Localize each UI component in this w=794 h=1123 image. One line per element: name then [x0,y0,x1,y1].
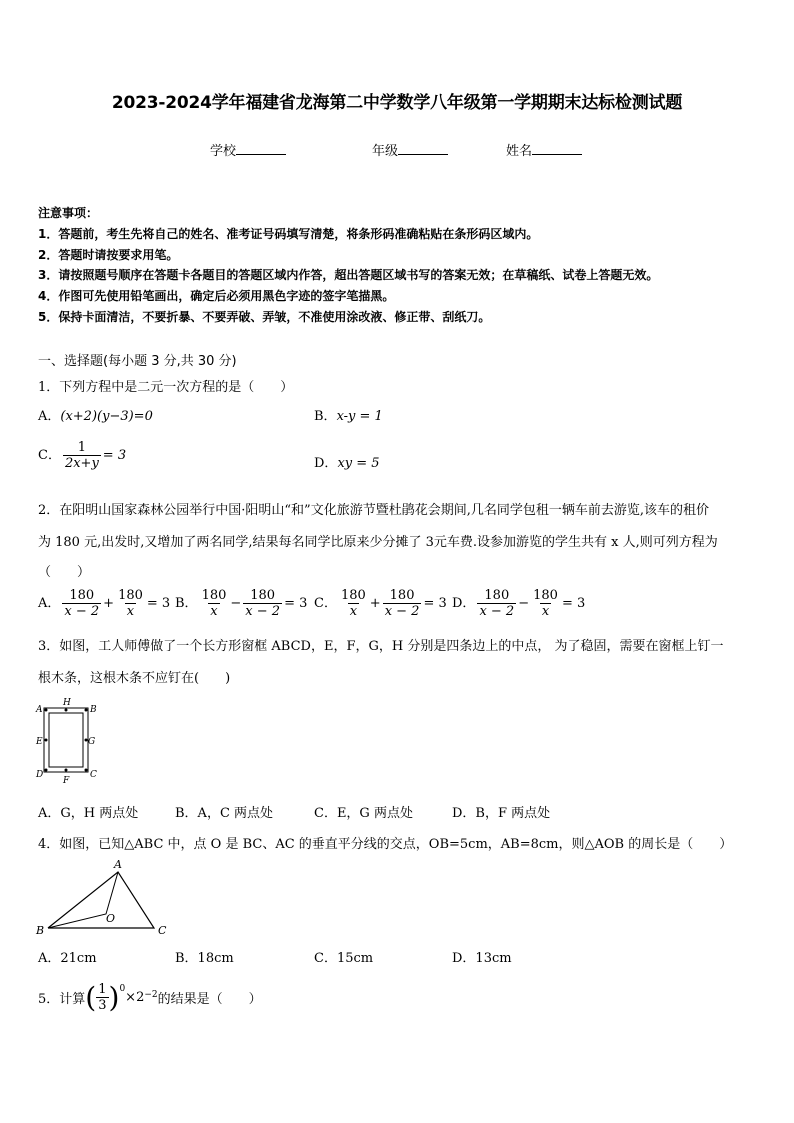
label-A: A [114,858,122,871]
label-B: B [36,924,45,937]
name-field [506,140,582,159]
label-B: B [90,705,97,715]
label-D: D [36,770,44,780]
q2-line: 2．在阳明山国家森林公园举行中国·阳明山“和”文化旅游节暨杜鹃花会期间,几名同学包租一辆车前去游览,该车的租价 [38,503,709,518]
school-label: 学校 [210,144,237,159]
note-item: 1．答题前，考生先将自己的姓名、准考证号码填写清楚，将条形码准确粘贴在条形码区域内。 [38,227,539,241]
q3-option-d: D．B，F 两点处 [452,806,551,821]
label-C: C [158,924,167,937]
label-O: O [106,912,116,925]
name-blank [532,142,582,155]
label-E: E [36,737,43,747]
q1-c-fraction: $\frac{1}{2x+y}$ [64,440,99,471]
note-item: 3．请按照题号顺序在答题卡各题目的答题区域内作答，超出答题区域书写的答案无效；在草稿纸、试卷上答题无效。 [38,268,659,282]
label-H: H [63,698,71,708]
q1-option-d: D．xy = 5 [314,456,380,471]
q2-option-c: C． $\frac{180}{x}$ + $\frac{180}{x - 2}$ = 3 [314,588,447,619]
notes-heading: 注意事项： [38,206,99,220]
page-title: 2023-2024学年福建省龙海第二中学数学八年级第一学期期末达标检测试题 [111,93,683,113]
label-A: A [36,705,43,715]
note-item: 2．答题时请按要求用笔。 [38,248,179,262]
q2-line: 为 180 元,出发时,又增加了两名同学,结果每名同学比原来少分摊了 3元车费.设参加游览的学生共有 x 人,则可列方程为 [38,535,718,550]
triangle-abc [48,872,154,928]
q3-line: 3．如图，工人师傅做了一个长方形窗框 ABCD，E，F，G，H 分别是四条边上的中点， 为了稳固，需要在窗框上钉一 [38,639,724,654]
triangle-figure [30,854,180,938]
q4-stem: 4．如图，已知△ABC 中，点 O 是 BC、AC 的垂直平分线的交点，OB=5cm，AB=8cm，则△AOB 的周长是（ ） [38,837,733,852]
note-item: 4．作图可先使用铅笔画出，确定后必须用黑色字迹的签字笔描黑。 [38,289,395,303]
q5-stem: 5．计算 ( $\frac{1}{3}$ ) $^0$ ×2 −2 的结果是（ ） [38,980,262,1014]
school-field [210,140,286,159]
q3-option-c: C．E，G 两点处 [314,806,413,821]
q1-option-a: A．(x+2)(y−3)=0 [38,409,153,424]
q3-line: 根木条，这根木条不应钉在( ) [38,671,231,686]
grade-blank [398,142,448,155]
q4-option-d: D．13cm [452,951,512,966]
q3-option-b: B．A，C 两点处 [175,806,274,821]
name-label: 姓名 [506,144,533,159]
grade-label: 年级 [372,144,399,159]
note-item: 5．保持卡面清洁，不要折暴、不要弄破、弄皱，不准使用涂改液、修正带、刮纸刀。 [38,310,491,324]
q2-line: （ ） [38,565,91,580]
q2-option-d: D． $\frac{180}{x - 2}$ − $\frac{180}{x}$ = 3 [452,588,586,619]
frame-inner [49,713,83,767]
label-F: F [63,776,70,786]
q4-option-a: A．21cm [38,951,97,966]
window-frame-figure [34,696,104,786]
q2-option-b: B． $\frac{180}{x}$ − $\frac{180}{x - 2}$ = 3 [175,588,308,619]
grade-field [372,140,448,159]
label-C: C [90,770,97,780]
section-heading: 一、选择题(每小题 3 分,共 30 分) [38,354,237,369]
q3-option-a: A．G，H 两点处 [38,806,139,821]
q1-option-c: C． $\frac{1}{2x+y}$ = 3 [38,440,127,471]
q1-stem: 1．下列方程中是二元一次方程的是（ ） [38,380,294,395]
q1-option-b: B．x-y = 1 [314,409,383,424]
q4-option-c: C．15cm [314,951,374,966]
q4-option-b: B．18cm [175,951,234,966]
frame-outer [44,708,88,772]
q2-option-a: A． $\frac{180}{x - 2}$ + $\frac{180}{x}$ = 3 [38,588,171,619]
label-G: G [88,737,96,747]
school-blank [236,142,286,155]
